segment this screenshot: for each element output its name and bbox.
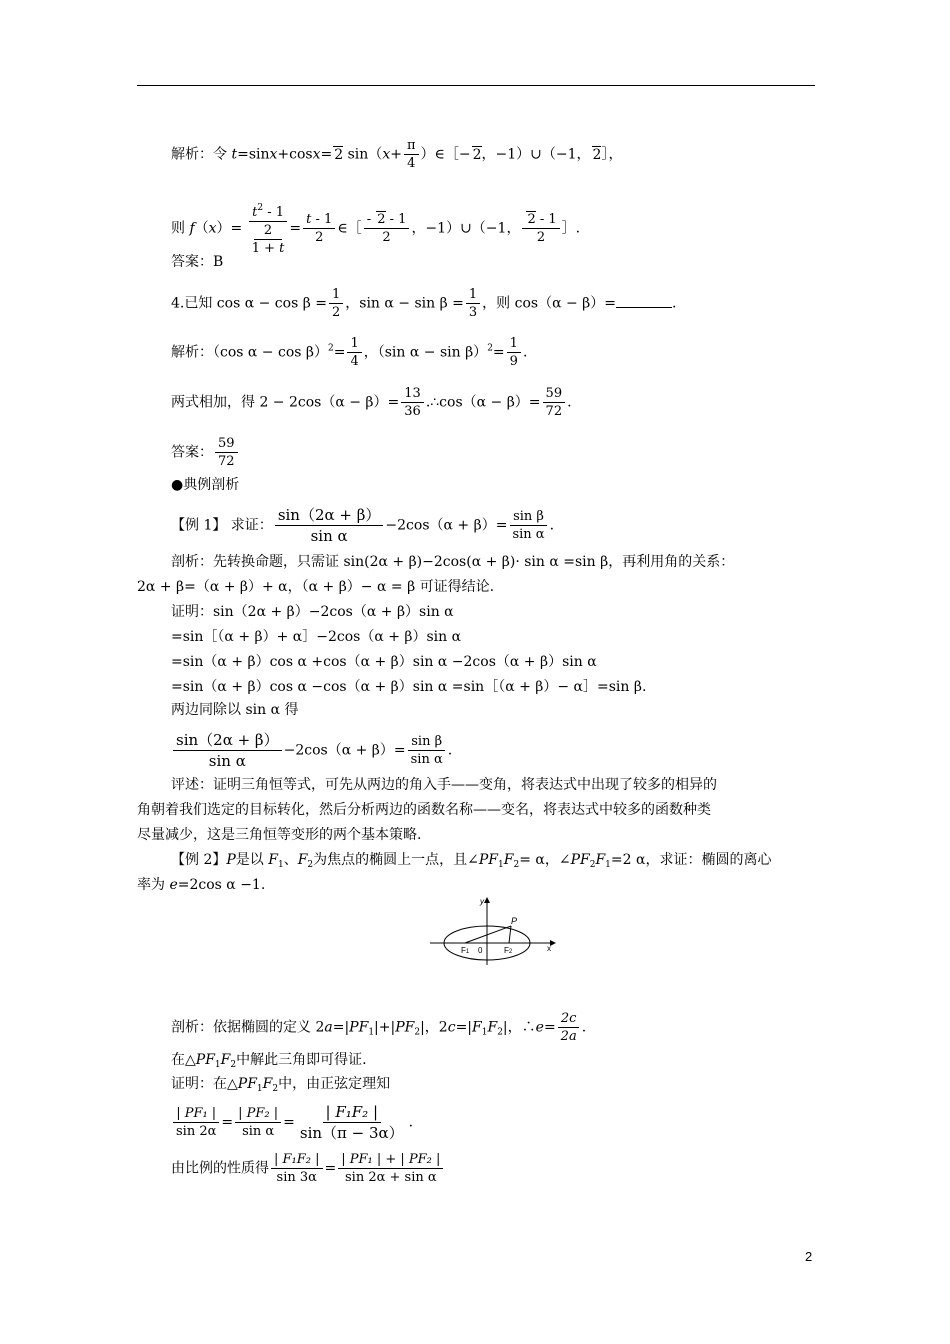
analysis-line-1: 剖析：先转换命题，只需证 sin(2α + β)−2cos(α + β)· sin α =sin β，再利用角的关系： [171, 554, 735, 570]
answer-line-1: 答案：B [171, 254, 224, 270]
compound-fraction: $t^2 - 1$ 2 1 + t [249, 200, 288, 257]
proof-line-4: =sin（α + β）cos α −cos（α + β）sin α =sin［（α + β）− α］=sin β. [171, 679, 647, 695]
segment-pf1 [465, 926, 511, 943]
proof-line-5: 两边同除以 sin α 得 [171, 702, 299, 718]
solution-line-1: 解析：令 t=sinx+cosx= 2 sin（x+ $\frac{\pi}{4}$ ）∈［− 2，−1）∪（−1， 2］， [171, 138, 623, 171]
header-rule [137, 85, 815, 86]
example-1-statement: 【例 1】 求证： $\frac{\sin(2\alpha + \beta)}{\text{sin α}}$ −2cos（α + β）= $\frac{\text{sin β}}{\text{sin α}}$ . [171, 506, 555, 545]
origin-label: 0 [478, 946, 483, 955]
f2-label: F2 [504, 946, 513, 955]
comment-line-1: 评述：证明三角恒等式，可先从两边的角入手——变角，将表达式中出现了较多的相异的 [171, 777, 717, 793]
pi-over-4: $\frac{\pi}{4}$ [404, 137, 419, 172]
analysis-example-2: 剖析：依据椭圆的定义 $2a=|PF_1|+|PF_2|$，$2c=|F_1F_2|$，∴e= $\frac{2c}{2a}$ . [171, 1011, 587, 1044]
f1-label: F1 [461, 946, 470, 955]
y-axis-arrow [484, 897, 490, 903]
proof-line-2: =sin［（α + β）+ α］−2cos（α + β）sin α [171, 629, 462, 645]
proof-line-3: =sin（α + β）cos α +cos（α + β）sin α −2cos（α + β）sin α [171, 654, 597, 670]
solution-line-2: 则 f（x）= $t^2 - 1$ 2 1 + t = $\frac{t - 1}{2}$ ∈［ $\frac{- 2 - 1}{2}$ ，−1）∪（−1， $\frac{2 - 1}{2}$ ］. [171, 200, 580, 257]
problem-4: 4.已知 cos α − cos β = $\frac{1}{2}$ ，sin α − sin β = $\frac{1}{3}$ ，则 cos（α − β）= . [171, 287, 677, 320]
point-p-label: P [511, 916, 518, 926]
proportion-equation: 由比例的性质得 $\frac{\text{| F₁F₂ |}}{\sin 3\alpha}$ = $\frac{\text{| PF₁ | + | PF₂ |}}{\text{sin 2α + sin α}}$ [171, 1151, 445, 1186]
example-2-statement-2: 率为 e=2cos α −1. [137, 877, 266, 893]
analysis-line-2: 2α + β=（α + β）+ α，（α + β）− α = β 可证得结论. [137, 579, 495, 595]
proof-example-2-line-1: 证明：在$\triangle PF_1F_2$中，由正弦定理知 [171, 1076, 391, 1094]
example-2-statement: 【例 2】P是以 $F_1$、$F_2$为焦点的椭圆上一点，且$\angle PF_1F_2= \alpha$，$\angle PF_2F_1=2$ α，求证：椭圆的离心 [171, 852, 772, 870]
solution-4-line-1: 解析：（cos α − cos β）$^2$= $\frac{1}{4}$ ，（sin α − sin β）$^2$= $\frac{1}{9}$ . [171, 336, 528, 369]
answer-line-2: 答案： $\frac{59}{72}$ [171, 435, 240, 470]
sqrt-2: 2 [334, 146, 344, 163]
proof-conclusion: $\frac{\sin(2\alpha + \beta)}{\text{sin α}}$ −2cos（α + β）= $\frac{\text{sin β}}{\text{sin α}}$ . [171, 730, 452, 771]
x-label: x [547, 944, 551, 953]
sine-law-equation: $\frac{\text{| PF₁ |}}{\sin 2\alpha}$ = $\frac{\text{| PF₂ |}}{\text{sin α}}$ = $\frac{\text{| F₁F₂ |}}{\sin(\pi - 3\alpha)}$ . [171, 1102, 413, 1143]
section-heading: ●典例剖析 [171, 477, 240, 493]
answer-blank [616, 295, 672, 308]
analysis-example-2-line-2: 在$\triangle PF_1F_2$中解此三角即可得证. [171, 1052, 367, 1070]
proof-line-1: 证明：sin（2α + β）−2cos（α + β）sin α [171, 604, 454, 620]
ellipse-figure [425, 893, 560, 968]
comment-line-2: 角朝着我们选定的目标转化，然后分析两边的函数名称——变名，将表达式中较多的函数种类 [137, 802, 711, 818]
page-number: 2 [805, 1249, 813, 1264]
comment-line-3: 尽量减少，这是三角恒等变形的两个基本策略. [137, 827, 422, 843]
y-label: y [480, 897, 484, 906]
solution-4-line-2: 两式相加，得 2 − 2cos（α − β）= $\frac{13}{36}$ .∴cos（α − β）= $\frac{59}{72}$ . [171, 386, 572, 419]
